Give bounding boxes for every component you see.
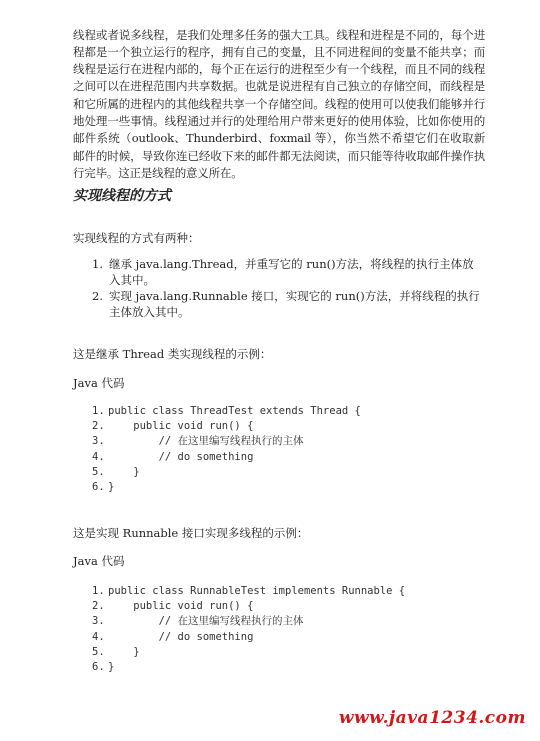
line-number: 1. xyxy=(92,585,105,597)
code-line xyxy=(92,434,361,449)
line-number: 3. xyxy=(92,435,105,448)
code-line xyxy=(92,465,361,480)
line-number: 1. xyxy=(92,405,105,417)
line-number: 4. xyxy=(92,630,105,643)
list-item xyxy=(92,289,482,320)
line-number: 6. xyxy=(92,660,105,673)
code-text: public class RunnableTest implements Runnable { xyxy=(108,585,406,597)
code-line xyxy=(92,419,361,434)
runnable-example-caption: 这是实现 Runnable 接口实现多线程的示例： xyxy=(73,526,309,540)
code-line xyxy=(92,660,405,675)
line-number: 2. xyxy=(92,600,105,613)
code-text: } xyxy=(108,660,115,673)
code-text: // do something xyxy=(108,450,254,463)
code-text: public class ThreadTest extends Thread { xyxy=(108,405,361,417)
line-number: 2. xyxy=(92,420,105,433)
code-line xyxy=(92,645,405,660)
line-number: 4. xyxy=(92,450,105,463)
list-item-text: 实现 java.lang.Runnable 接口，实现它的 run()方法，并将线程的执行主体放入其中。 xyxy=(109,289,480,319)
code-line xyxy=(92,614,405,629)
list-item-number: 2. xyxy=(92,289,103,303)
methods-list xyxy=(92,257,482,321)
code-text: public void run() { xyxy=(108,420,254,433)
runnable-code-block xyxy=(92,584,405,675)
line-number: 3. xyxy=(92,615,105,628)
list-item-text: 继承 java.lang.Thread，并重写它的 run()方法，将线程的执行主体放入其中。 xyxy=(109,257,474,287)
code-line xyxy=(92,480,361,495)
code-text: // do something xyxy=(108,630,254,643)
runnable-code-label: Java 代码 xyxy=(73,554,125,568)
line-number: 5. xyxy=(92,645,105,658)
watermark: www.java1234.com xyxy=(338,708,526,728)
thread-code-label: Java 代码 xyxy=(73,376,125,390)
code-line xyxy=(92,630,405,645)
code-line xyxy=(92,404,361,419)
list-item-number: 1. xyxy=(92,257,103,271)
code-text: // 在这里编写线程执行的主体 xyxy=(108,435,304,448)
intro-paragraph: 线程或者说多线程，是我们处理多任务的强大工具。线程和进程是不同的，每个进程都是一个独立运行的程序，拥有自己的变量，且不同进程间的变量不能共享；而线程是运行在进程内部的，每个正在运行的进程至少有一个线程，而且不同的线程之间可以在进程范围内共享数据。也就是说进程有自己独立的存储空间，而线程是和它所属的进程内的其他线程共享一个存储空间。线程的使用可以使我们能够并行地处理一些事情。线程通过并行的处理给用户带来更好的使用体验，比如你使用的邮件系统（outlook、Thunderbird、foxmail 等），你当然不希望它们在收取新邮件的时候，导致你连已经收下来的邮件都无法阅读，而只能等待收取邮件操作执行完毕。这正是线程的意义所在。 xyxy=(73,27,485,180)
thread-code-block xyxy=(92,404,361,495)
list-item xyxy=(92,257,482,288)
line-number: 5. xyxy=(92,465,105,478)
code-text: } xyxy=(108,480,115,493)
code-text: } xyxy=(108,645,140,658)
code-text: } xyxy=(108,465,140,478)
code-line xyxy=(92,599,405,614)
code-text: public void run() { xyxy=(108,600,254,613)
methods-intro: 实现线程的方式有两种： xyxy=(73,231,200,245)
code-line xyxy=(92,584,405,599)
code-line xyxy=(92,450,361,465)
line-number: 6. xyxy=(92,480,105,493)
code-text: // 在这里编写线程执行的主体 xyxy=(108,615,304,628)
thread-example-caption: 这是继承 Thread 类实现线程的示例： xyxy=(73,347,272,361)
section-title: 实现线程的方式 xyxy=(73,188,171,204)
